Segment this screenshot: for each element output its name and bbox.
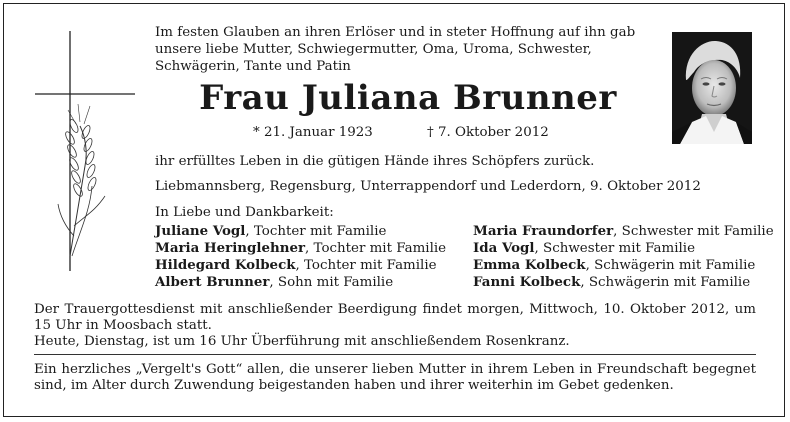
- mourners-right-column: [473, 223, 774, 291]
- mourner-row: [473, 240, 774, 257]
- mourner-row: [473, 257, 774, 274]
- mourner-relation: , Tochter mit Familie: [305, 241, 447, 256]
- thanks-text: Ein herzliches „Vergelt's Gott“ allen, die unserer lieben Mutter in ihrem Leben in Freundschaft begegnet sind, im Alter durch Zuwendung beigestanden haben und ihrer weiterhin im Gebet gedenken.: [34, 362, 756, 393]
- mourner-row: [473, 274, 774, 291]
- mourner-relation: , Schwester mit Familie: [613, 224, 774, 239]
- mourners-left-column: [155, 223, 446, 291]
- mourner-name: Juliane Vogl: [155, 223, 246, 239]
- death-date: † 7. Oktober 2012: [427, 125, 549, 140]
- mourner-name: Maria Heringlehner: [155, 240, 306, 256]
- mourner-relation: , Schwägerin mit Familie: [580, 275, 751, 290]
- mourner-row: [473, 223, 774, 240]
- mourner-relation: , Sohn mit Familie: [269, 275, 394, 290]
- mourner-row: [155, 274, 446, 291]
- cross-with-wheat-icon: [30, 26, 140, 276]
- mourner-relation: , Tochter mit Familie: [245, 224, 387, 239]
- mourner-name: Ida Vogl: [473, 240, 535, 256]
- love-line: In Liebe und Dankbarkeit:: [155, 205, 334, 220]
- intro-text: Im festen Glauben an ihren Erlöser und in steter Hoffnung auf ihn gab unsere liebe Mutter, Schwiegermutter, Oma, Uroma, Schwester, Schwägerin, Tante und Patin: [155, 25, 636, 74]
- places-date-line: Liebmannsberg, Regensburg, Unterrappendorf und Lederdorn, 9. Oktober 2012: [155, 179, 701, 194]
- divider: [34, 354, 756, 355]
- mourner-row: [155, 223, 446, 240]
- deceased-name: Frau Juliana Brunner: [199, 78, 617, 118]
- mourner-relation: , Schwester mit Familie: [534, 241, 695, 256]
- mourner-name: Albert Brunner: [155, 274, 270, 290]
- birth-date: * 21. Januar 1923: [253, 125, 373, 140]
- mourner-row: [155, 257, 446, 274]
- service-text-2: Heute, Dienstag, ist um 16 Uhr Überführung mit anschließendem Rosenkranz.: [34, 334, 570, 349]
- portrait-photo: [672, 32, 752, 144]
- portrait-illustration: [672, 32, 752, 144]
- mourner-name: Emma Kolbeck: [473, 257, 586, 273]
- life-line: ihr erfülltes Leben in die gütigen Hände ihres Schöpfers zurück.: [155, 154, 595, 169]
- mourner-name: Fanni Kolbeck: [473, 274, 581, 290]
- service-info: [34, 302, 756, 350]
- service-text-1: Der Trauergottesdienst mit anschließender Beerdigung findet morgen, Mittwoch, 10. Oktober 2012, um 15 Uhr in Moosbach statt.: [34, 302, 756, 333]
- mourner-name: Maria Fraundorfer: [473, 223, 614, 239]
- mourner-relation: , Schwägerin mit Familie: [585, 258, 756, 273]
- mourner-name: Hildegard Kolbeck: [155, 257, 296, 273]
- mourner-relation: , Tochter mit Familie: [295, 258, 437, 273]
- mourner-row: [155, 240, 446, 257]
